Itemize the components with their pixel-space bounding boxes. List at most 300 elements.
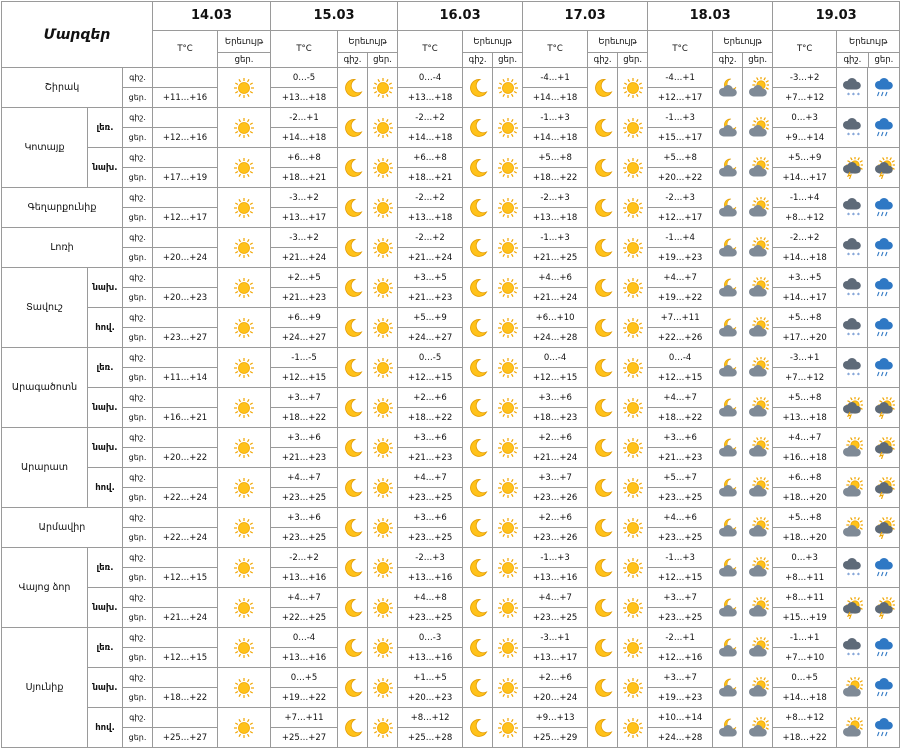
phenomenon-column-header: Երեւույթ գիշ. ցեր.: [588, 31, 648, 68]
temperature-cell: +1…+5: [398, 668, 463, 688]
phenomenon-night-cell: [588, 68, 618, 108]
temperature-cell: +6…+8: [271, 148, 338, 168]
moon-icon: [592, 197, 614, 219]
sun-icon: [497, 477, 519, 499]
phenomenon-night-cell: [713, 588, 743, 628]
sun-icon: [233, 117, 255, 139]
temperature-cell: +23…+25: [398, 488, 463, 508]
temperature-cell: +13…+17: [271, 208, 338, 228]
storm-sun-icon: [873, 597, 895, 619]
phenomenon-cell: [218, 468, 271, 508]
date-header: 18.03: [648, 2, 773, 31]
temperature-cell: +21…+24: [398, 248, 463, 268]
temperature-cell: +25…+27: [271, 728, 338, 748]
forecast-table: [1, 1, 900, 748]
sun-icon: [372, 317, 394, 339]
sun-icon: [497, 597, 519, 619]
rain-cloud-icon: [873, 237, 895, 259]
period-label: գիշ.: [123, 188, 153, 208]
phenomenon-day-cell: [743, 588, 773, 628]
phenomenon-cell: [218, 68, 271, 108]
temperature-cell: +6…+8: [773, 468, 837, 488]
temperature-cell: +5…+8: [773, 388, 837, 408]
snow-cloud-icon: [841, 637, 863, 659]
sun-icon: [497, 77, 519, 99]
phenomenon-cell: [218, 388, 271, 428]
moon-icon: [342, 277, 364, 299]
period-label: գիշ.: [123, 548, 153, 568]
sun-icon: [497, 437, 519, 459]
phenomenon-night-cell: [338, 348, 368, 388]
temperature-cell: +4…+7: [523, 588, 588, 608]
period-label: ցեր.: [123, 488, 153, 508]
temperature-cell: +23…+26: [523, 528, 588, 548]
phenomenon-day-cell: [743, 148, 773, 188]
svg-text:* * *: * * *: [847, 651, 860, 659]
phenomenon-day-cell: [368, 668, 398, 708]
temperature-cell: +21…+23: [398, 448, 463, 468]
temperature-cell: +20…+24: [153, 248, 218, 268]
sun-icon: [372, 597, 394, 619]
temperature-cell: 0…-4: [271, 628, 338, 648]
table-row: [2, 548, 900, 568]
phenomenon-cell: [218, 708, 271, 748]
moon-icon: [592, 637, 614, 659]
phenomenon-cell: [218, 508, 271, 548]
sun-icon: [372, 477, 394, 499]
temperature-cell: -3…+1: [773, 348, 837, 368]
temperature-cell: [153, 468, 218, 488]
phenomenon-night-cell: [588, 508, 618, 548]
temperature-cell: 0…-4: [648, 348, 713, 368]
phenomenon-night-cell: [713, 148, 743, 188]
partly-cloudy-icon: [747, 677, 769, 699]
temperature-cell: 0…-5: [271, 68, 338, 88]
temperature-cell: -2…+2: [398, 188, 463, 208]
temperature-cell: +4…+7: [773, 428, 837, 448]
moon-icon: [467, 717, 489, 739]
temperature-cell: +13…+16: [398, 648, 463, 668]
sun-icon: [497, 717, 519, 739]
moon-icon: [592, 157, 614, 179]
svg-text:* * *: * * *: [847, 131, 860, 139]
phenomenon-day-cell: [868, 548, 900, 588]
phenomenon-day-cell: [743, 628, 773, 668]
temperature-cell: +12…+16: [648, 648, 713, 668]
temperature-cell: -2…+2: [773, 228, 837, 248]
sun-icon: [622, 357, 644, 379]
phenomenon-day-cell: [493, 668, 523, 708]
sun-icon: [622, 317, 644, 339]
moon-icon: [342, 237, 364, 259]
partly-cloudy-icon: [747, 237, 769, 259]
sun-icon: [497, 677, 519, 699]
storm-sun-icon: [841, 397, 863, 419]
temperature-cell: +15…+17: [648, 128, 713, 148]
phenomenon-day-cell: [493, 388, 523, 428]
temperature-cell: -1…-5: [271, 348, 338, 368]
moon-icon: [592, 397, 614, 419]
temperature-cell: +5…+8: [523, 148, 588, 168]
date-header: 17.03: [523, 2, 648, 31]
phenomenon-night-cell: [837, 628, 868, 668]
sun-icon: [233, 517, 255, 539]
phenomenon-night-cell: [463, 348, 493, 388]
temperature-cell: +3…+6: [398, 428, 463, 448]
phenomenon-day-cell: [493, 428, 523, 468]
temperature-cell: +22…+24: [153, 488, 218, 508]
region-name: Արարատ: [2, 428, 88, 508]
temperature-cell: +18…+23: [523, 408, 588, 428]
temperature-cell: +23…+25: [648, 528, 713, 548]
temperature-cell: +13…+18: [398, 88, 463, 108]
phenomenon-night-cell: [588, 388, 618, 428]
moon-icon: [342, 597, 364, 619]
phenomenon-day-cell: [618, 268, 648, 308]
temperature-cell: [153, 668, 218, 688]
sun-icon: [622, 437, 644, 459]
phenomenon-day-cell: [493, 108, 523, 148]
temperature-cell: +16…+18: [773, 448, 837, 468]
phenomenon-cell: [218, 108, 271, 148]
storm-sun-icon: [873, 477, 895, 499]
temperature-cell: +23…+25: [271, 488, 338, 508]
moon-icon: [592, 317, 614, 339]
moon-icon: [342, 717, 364, 739]
temperature-cell: +9…+14: [773, 128, 837, 148]
sun-icon: [233, 397, 255, 419]
period-label: ցեր.: [123, 688, 153, 708]
moon-icon: [467, 517, 489, 539]
period-label: ցեր.: [123, 448, 153, 468]
temperature-cell: -2…+1: [271, 108, 338, 128]
phenomenon-cell: [218, 588, 271, 628]
phenomenon-day-cell: [868, 468, 900, 508]
moon-icon: [467, 77, 489, 99]
temperature-cell: +3…+7: [271, 388, 338, 408]
moon-icon: [592, 477, 614, 499]
temperature-cell: +4…+7: [398, 468, 463, 488]
phenomenon-cell: [218, 148, 271, 188]
temperature-cell: +21…+23: [398, 288, 463, 308]
phenomenon-day-cell: [743, 548, 773, 588]
partly-cloudy-night-icon: [717, 557, 739, 579]
sun-icon: [372, 157, 394, 179]
storm-sun-icon: [873, 517, 895, 539]
moon-icon: [467, 397, 489, 419]
temperature-cell: -1…+1: [773, 628, 837, 648]
phenomenon-day-cell: [868, 428, 900, 468]
phenomenon-column-header: Երեւույթ ցեր.: [218, 31, 271, 68]
temperature-cell: +23…+25: [648, 488, 713, 508]
snow-cloud-icon: [841, 117, 863, 139]
temp-column-header: T°C: [398, 31, 463, 68]
partly-cloudy-night-icon: [717, 357, 739, 379]
temperature-cell: +18…+21: [398, 168, 463, 188]
table-row: [2, 268, 900, 288]
temperature-cell: +23…+27: [153, 328, 218, 348]
period-label: ցեր.: [123, 408, 153, 428]
phenomenon-night-cell: [463, 708, 493, 748]
period-label: գիշ.: [123, 628, 153, 648]
temperature-cell: +4…+7: [648, 268, 713, 288]
subzone-label: նախ.: [88, 428, 123, 468]
phenomenon-day-cell: [493, 188, 523, 228]
phenomenon-day-cell: [493, 308, 523, 348]
phenomenon-day-cell: [618, 228, 648, 268]
table-row: [2, 308, 900, 328]
temperature-cell: +6…+10: [523, 308, 588, 328]
moon-icon: [467, 637, 489, 659]
phenomenon-day-cell: [368, 508, 398, 548]
temperature-cell: +18…+21: [271, 168, 338, 188]
sun-icon: [497, 277, 519, 299]
period-label: գիշ.: [123, 268, 153, 288]
phenomenon-day-cell: [493, 348, 523, 388]
phenomenon-day-cell: [368, 388, 398, 428]
temperature-cell: +8…+12: [398, 708, 463, 728]
temperature-cell: -3…+1: [523, 628, 588, 648]
table-row: [2, 508, 900, 528]
temperature-cell: +4…+7: [271, 588, 338, 608]
moon-icon: [467, 197, 489, 219]
phenomenon-night-cell: [713, 508, 743, 548]
phenomenon-night-cell: [837, 388, 868, 428]
temperature-cell: +11…+16: [153, 88, 218, 108]
svg-text:* * *: * * *: [847, 251, 860, 259]
partly-cloudy-icon: [747, 397, 769, 419]
subzone-label: նախ.: [88, 148, 123, 188]
temperature-cell: +14…+18: [523, 128, 588, 148]
temperature-cell: +3…+6: [523, 388, 588, 408]
temperature-cell: +6…+9: [271, 308, 338, 328]
temperature-cell: +21…+23: [648, 448, 713, 468]
phenomenon-day-cell: [493, 468, 523, 508]
moon-icon: [342, 437, 364, 459]
temperature-cell: +5…+8: [648, 148, 713, 168]
temperature-cell: [153, 228, 218, 248]
sun-icon: [372, 397, 394, 419]
temperature-cell: -1…+4: [773, 188, 837, 208]
phenomenon-cell: [218, 188, 271, 228]
period-label: ցեր.: [123, 288, 153, 308]
snow-cloud-icon: [841, 317, 863, 339]
phenomenon-day-cell: [743, 348, 773, 388]
partly-cloudy-night-icon: [717, 397, 739, 419]
phenomenon-day-cell: [618, 628, 648, 668]
phenomenon-day-cell: [868, 348, 900, 388]
subzone-label: նախ.: [88, 668, 123, 708]
temperature-cell: +2…+6: [398, 388, 463, 408]
temperature-cell: +11…+14: [153, 368, 218, 388]
phenomenon-night-cell: [713, 108, 743, 148]
sun-icon: [372, 357, 394, 379]
partly-cloudy-icon: [747, 557, 769, 579]
temperature-cell: +2…+6: [523, 668, 588, 688]
phenomenon-day-cell: [868, 508, 900, 548]
sun-icon: [622, 117, 644, 139]
partly-cloudy-night-icon: [717, 197, 739, 219]
phenomenon-night-cell: [463, 668, 493, 708]
phenomenon-night-cell: [588, 548, 618, 588]
temperature-cell: +23…+25: [523, 608, 588, 628]
temperature-cell: +12…+15: [153, 568, 218, 588]
partly-cloudy-night-icon: [717, 477, 739, 499]
moon-icon: [467, 477, 489, 499]
table-row: [2, 388, 900, 408]
date-header: 19.03: [773, 2, 900, 31]
temperature-cell: 0…-4: [523, 348, 588, 368]
sun-icon: [497, 557, 519, 579]
sun-icon: [233, 677, 255, 699]
moon-icon: [467, 437, 489, 459]
subzone-label: նախ.: [88, 388, 123, 428]
temperature-cell: -1…+4: [648, 228, 713, 248]
temperature-cell: +13…+16: [523, 568, 588, 588]
phenomenon-day-cell: [368, 308, 398, 348]
snow-cloud-icon: [841, 237, 863, 259]
temperature-cell: -1…+3: [648, 548, 713, 568]
phenomenon-night-cell: [338, 468, 368, 508]
table-row: [2, 348, 900, 368]
partly-cloudy-icon: [841, 677, 863, 699]
period-label: գիշ.: [123, 228, 153, 248]
phenomenon-day-cell: [618, 188, 648, 228]
table-row: [2, 668, 900, 688]
phenomenon-night-cell: [713, 708, 743, 748]
period-label: գիշ.: [123, 468, 153, 488]
moon-icon: [342, 157, 364, 179]
partly-cloudy-night-icon: [717, 677, 739, 699]
temperature-cell: +23…+25: [648, 608, 713, 628]
sun-icon: [372, 557, 394, 579]
phenomenon-column-header: Երեւույթ գիշ. ցեր.: [338, 31, 398, 68]
moon-icon: [342, 197, 364, 219]
period-label: գիշ.: [123, 68, 153, 88]
period-label: գիշ.: [123, 508, 153, 528]
sun-icon: [372, 517, 394, 539]
phenomenon-day-cell: [868, 188, 900, 228]
temperature-cell: -1…+3: [648, 108, 713, 128]
sun-icon: [372, 677, 394, 699]
temperature-cell: 0…+5: [773, 668, 837, 688]
temperature-cell: +3…+6: [648, 428, 713, 448]
temperature-cell: +14…+18: [523, 88, 588, 108]
sun-icon: [233, 77, 255, 99]
sun-icon: [622, 157, 644, 179]
temperature-cell: +22…+24: [153, 528, 218, 548]
moon-icon: [467, 597, 489, 619]
temperature-cell: +7…+12: [773, 368, 837, 388]
moon-icon: [342, 77, 364, 99]
phenomenon-cell: [218, 308, 271, 348]
rain-cloud-icon: [873, 197, 895, 219]
temperature-cell: +14…+18: [398, 128, 463, 148]
sun-icon: [622, 677, 644, 699]
temperature-cell: +18…+22: [523, 168, 588, 188]
sun-icon: [372, 197, 394, 219]
moon-icon: [592, 357, 614, 379]
phenomenon-night-cell: [713, 268, 743, 308]
phenomenon-night-cell: [588, 348, 618, 388]
temperature-cell: -3…+2: [271, 228, 338, 248]
table-row: [2, 68, 900, 88]
phenomenon-day-cell: [493, 228, 523, 268]
partly-cloudy-icon: [747, 197, 769, 219]
temperature-cell: [153, 108, 218, 128]
phenomenon-night-cell: [338, 148, 368, 188]
partly-cloudy-icon: [747, 517, 769, 539]
temperature-cell: -2…+3: [648, 188, 713, 208]
temp-column-header: T°C: [523, 31, 588, 68]
temperature-cell: +8…+12: [773, 208, 837, 228]
temp-column-header: T°C: [271, 31, 338, 68]
moon-icon: [592, 717, 614, 739]
temp-column-header: T°C: [773, 31, 837, 68]
temperature-cell: +4…+7: [271, 468, 338, 488]
period-label: ցեր.: [123, 568, 153, 588]
temperature-cell: +12…+16: [153, 128, 218, 148]
subzone-label: հով.: [88, 308, 123, 348]
temperature-cell: +8…+11: [773, 568, 837, 588]
period-label: ցեր.: [123, 528, 153, 548]
moon-icon: [467, 557, 489, 579]
partly-cloudy-night-icon: [717, 317, 739, 339]
temperature-cell: -1…+3: [523, 548, 588, 568]
phenomenon-night-cell: [338, 548, 368, 588]
period-label: գիշ.: [123, 148, 153, 168]
phenomenon-night-cell: [338, 308, 368, 348]
phenomenon-night-cell: [837, 468, 868, 508]
phenomenon-night-cell: [713, 428, 743, 468]
temperature-cell: +13…+17: [523, 648, 588, 668]
subzone-label: նախ.: [88, 268, 123, 308]
temperature-cell: +12…+15: [523, 368, 588, 388]
moon-icon: [592, 437, 614, 459]
phenomenon-day-cell: [618, 428, 648, 468]
region-name: Գեղարքունիք: [2, 188, 123, 228]
subzone-label: լեռ.: [88, 108, 123, 148]
phenomenon-night-cell: [588, 188, 618, 228]
temperature-cell: +12…+15: [648, 568, 713, 588]
period-label: ցեր.: [123, 208, 153, 228]
phenomenon-cell: [218, 268, 271, 308]
temperature-cell: +7…+10: [773, 648, 837, 668]
moon-icon: [592, 237, 614, 259]
rain-cloud-icon: [873, 117, 895, 139]
phenomenon-night-cell: [713, 668, 743, 708]
temperature-cell: [153, 508, 218, 528]
sun-icon: [233, 357, 255, 379]
temp-column-header: T°C: [153, 31, 218, 68]
table-row: [2, 708, 900, 728]
sun-icon: [622, 197, 644, 219]
temperature-cell: +7…+11: [648, 308, 713, 328]
phenomenon-night-cell: [837, 508, 868, 548]
temperature-cell: +3…+5: [773, 268, 837, 288]
temperature-cell: +18…+20: [773, 528, 837, 548]
phenomenon-day-cell: [618, 588, 648, 628]
temperature-cell: +23…+25: [398, 528, 463, 548]
temperature-cell: +21…+24: [523, 288, 588, 308]
sun-icon: [233, 197, 255, 219]
sun-icon: [233, 597, 255, 619]
partly-cloudy-icon: [747, 637, 769, 659]
sun-icon: [372, 237, 394, 259]
sun-icon: [497, 357, 519, 379]
sun-icon: [233, 637, 255, 659]
moon-icon: [467, 317, 489, 339]
